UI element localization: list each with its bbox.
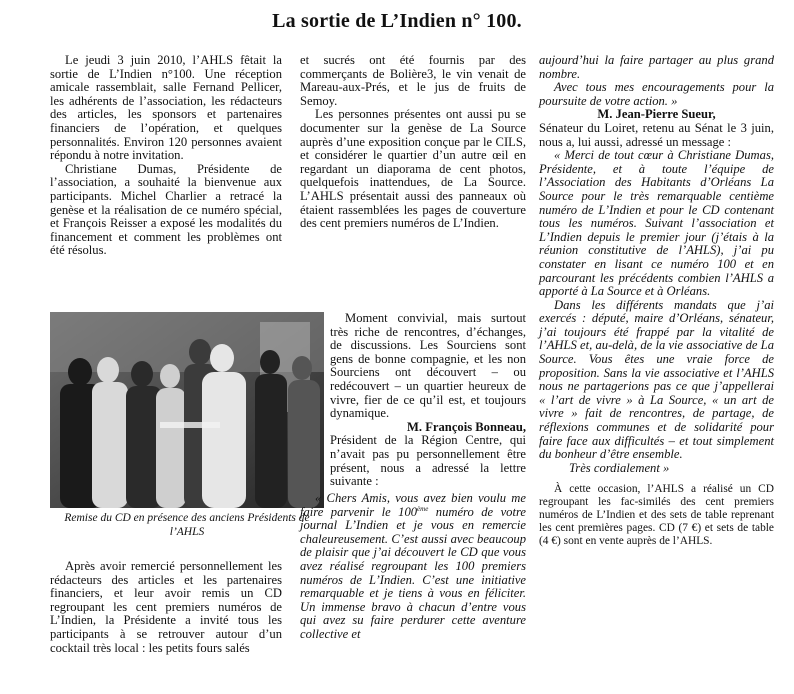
column-1-continued: [50, 560, 282, 655]
photo-caption: Remise du CD en présence des anciens Présidents de l’AHLS: [64, 512, 310, 538]
column-1: [50, 54, 282, 258]
photo-image: [50, 312, 324, 508]
article-title: La sortie de L’Indien n° 100.: [272, 10, 522, 32]
column-2: [300, 54, 526, 231]
event-photo: [50, 312, 324, 508]
paragraph: et sucrés ont été fournis par des commerçants de Bolière3, le vin venait de Mareau-aux-Prés, et le jus de fruits de Semoy.: [300, 53, 526, 108]
paragraph: Moment convivial, mais surtout très riche de rencontres, d’échanges, de discussions. Les Sourciens sont gens de bonne compagnie, et les non Sourciens ont découvert – ou redécouvert – un quartier heureux de vivre, fier de ce qu’il est, et toujours dynamique.: [330, 311, 526, 421]
letter-bonneau: [300, 492, 526, 642]
paragraph: Président de la Région Centre, qui n’avait pas pu personnellement être présent, nous a adressé la lettre suivante :: [330, 433, 526, 489]
paragraph: Christiane Dumas, Présidente de l’association, a souhaité la bienvenue aux participants. Michel Charlier a retracé la genèse et la réalisation de ce numéro spécial, et François Reisser a exposé les modalités du financement et comment les problèmes ont été résolus.: [50, 161, 282, 258]
signature-sueur: M. Jean-Pierre Sueur,: [597, 107, 716, 122]
signature-bonneau: M. François Bonneau,: [407, 419, 526, 434]
paragraph: Après avoir remercié personnellement les rédacteurs des articles et les partenaires financiers, et leur avoir remis un CD regroupant les cent premiers numéros de L’Indien, la Présidente a invité tous les participants à se retrouver autour d’un cocktail très local : les petits fours salés: [50, 559, 282, 655]
paragraph: À cette occasion, l’AHLS a réalisé un CD regroupant les fac-similés des cent premiers numéros de L’Indien et des sets de table reprenant les cent premières pages. CD (7 €) et sets de table (4 €) sont en vente auprès de l’AHLS.: [539, 483, 774, 548]
paragraph: Très cordialement »: [569, 460, 670, 475]
column-3: [539, 54, 774, 548]
column-2-narrow: [330, 312, 526, 489]
paragraph: Les personnes présentes ont aussi pu se documenter sur la genèse de La Source auprès d’une exposition conçue par le CILS, et considérer le quartier d’un autre œil en regardant un diaporama de cent photos, quelquefois inattendues, de La Source. L’AHLS présentait aussi des panneaux où étaient rassemblées les pages de couverture des cent premiers numéros de L’Indien.: [300, 107, 526, 231]
paragraph: Dans les différents mandats que j’ai exercés : député, maire d’Orléans, sénateur, j’ai toujours été frappé par la vitalité de l’AHLS et, au-delà, de la vie associative de La Source. Vous êtes une vraie force de proposition. Sans la vie associative et l’AHLS nous ne partagerions pas ce que j’appellerai « l’art de vivre » à La Source, « un art de vivre » fait de rencontres, de partage, de réflexions communes et de solidarité pour faire face aux difficultés – et tout simplement du bonheur d’être ensemble.: [539, 297, 774, 462]
letter-text: numéro de votre journal L’Indien et je vous en remercie chaleureusement. C’est aussi avec beaucoup de plaisir que j’ai découvert le CD que vous avez réalisé regroupant les 100 premiers numéros de L’Indien. C’est une initiative remarquable et je tiens à vous en féliciter. Un immense bravo à chacun d’entre vous qui avez su faire perdurer cette aventure collective et: [300, 504, 526, 641]
letter-text: « Chers Amis, vous avez bien voulu me faire parvenir le 100: [300, 491, 526, 519]
paragraph: Avec tous mes encouragements pour la poursuite de votre action. »: [539, 80, 774, 108]
paragraph: Sénateur du Loiret, retenu au Sénat le 3 juin, nous a, lui aussi, adressé un message :: [539, 120, 774, 149]
paragraph: Le jeudi 3 juin 2010, l’AHLS fêtait la sortie de L’Indien n°100. Une réception amicale rassemblait, salle Fernand Pellicer, les adhérents de l’association, les rédacteurs des articles, les sponsors et partenaires financiers de l’opération, et quelques personnalités. Environ 120 personnes avaient répondu à notre invitation.: [50, 53, 282, 163]
superscript: ème: [417, 504, 429, 513]
paragraph: « Merci de tout cœur à Christiane Dumas, Présidente, et à toute l’équipe de l’Association des Habitants d’Orléans La Source pour le très remarquable centième numéro de L’Indien et pour le CD contenant tous les numéros. Suivant l’association et L’Indien depuis le premier jour (j’étais à la réunion constitutive de l’AHLS), j’ai pu constater en lisant ce numéro 100 et en parcourant les précédents combien l’AHLS a apporté à La Source et à Orléans.: [539, 148, 774, 299]
paragraph: aujourd’hui la faire partager au plus grand nombre.: [539, 53, 774, 81]
